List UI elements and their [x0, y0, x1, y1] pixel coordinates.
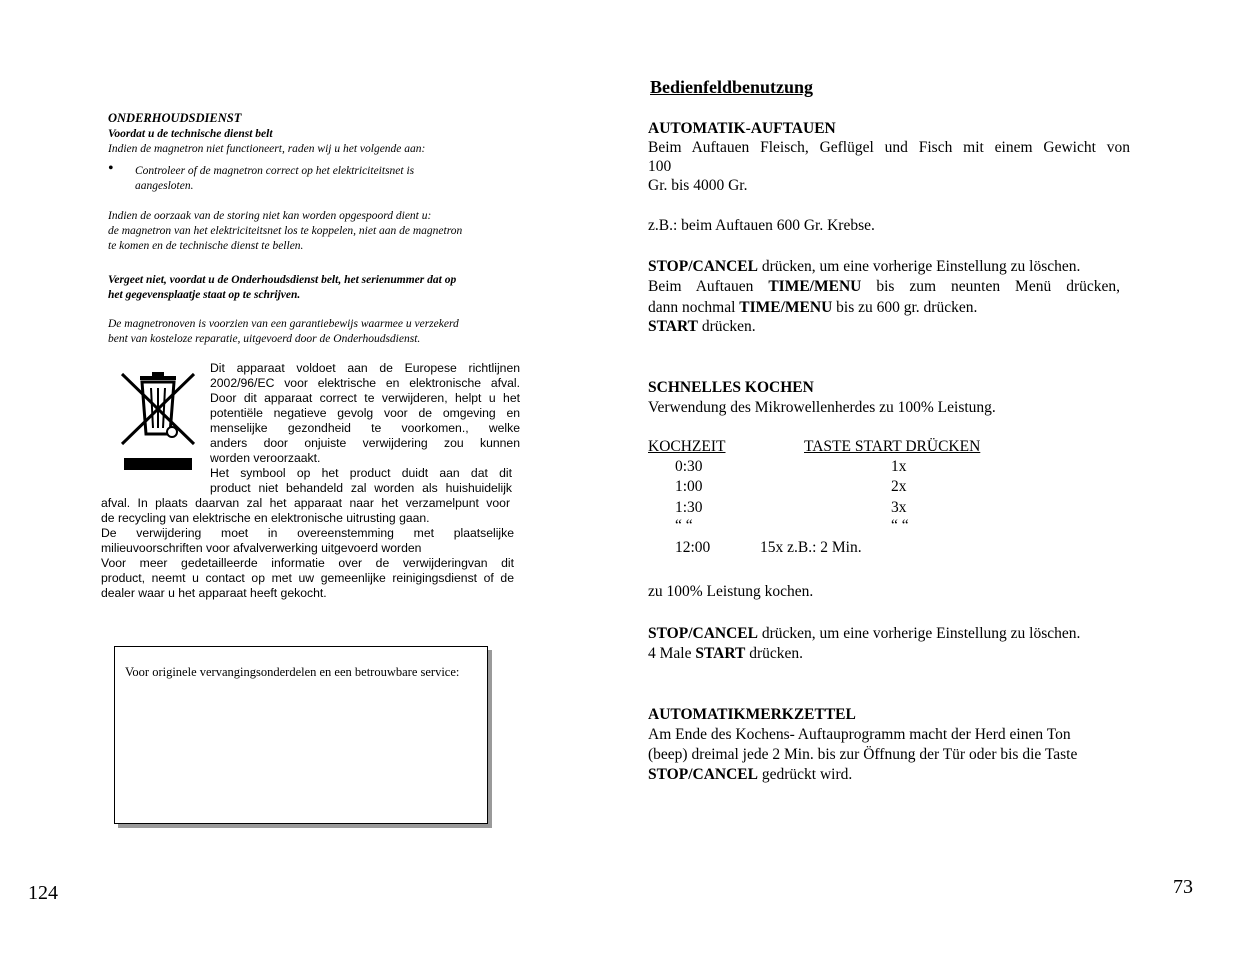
fault-paragraph: Indien de oorzaak van de storing niet kan worden opgespoord dient u: de magnetron van het elektriciteitsnet los te koppelen, niet aan de magnetron te komen en de technische dienst te bellen. [108, 210, 463, 252]
service-intro: Indien de magnetron niet functioneert, raden wij u het volgende aan: [108, 143, 426, 155]
cook-time-header: KOCHZEIT [648, 438, 726, 455]
service-subheading: Voordat u de technische dienst belt [108, 128, 273, 140]
table-row-time: 1:00 [675, 478, 703, 495]
weee-text-full: afval. In plaats daarvan zal het apparaat naar het verzamelpunt voor de recycling van elektrische en elektronische uitrusting gaan. De verwijdering moet in overeenstemming met plaatselijke milieuvoorschriften voor afvalverwerking uitgevoerd worden Voor meer gedetailleerde informatie over de verwijderingvan dit product, neemt u contact op met uw gemeenlijke reinigingsdienst of de dealer waar u het apparaat heeft gekocht. [101, 496, 514, 600]
table-row-time: “ “ [675, 517, 693, 534]
defrost-step-1: STOP/CANCEL drücken, um eine vorherige Einstellung zu löschen. [648, 258, 1081, 275]
service-contact-text: Voor originele vervangingsonderdelen en een betrouwbare service: [125, 665, 460, 679]
page-number-right: 73 [1173, 876, 1193, 898]
quick-cook-after: zu 100% Leistung kochen. [648, 583, 814, 600]
page-number-left: 124 [28, 882, 58, 904]
serial-number-paragraph: Vergeet niet, voordat u de Onderhoudsdienst belt, het serienummer dat op het gegevensplaatje staat op te schrijven. [108, 274, 457, 301]
service-contact-box [114, 646, 488, 824]
section-heading-auto-reminder: AUTOMATIKMERKZETTEL [648, 706, 856, 723]
defrost-line-1: Beim Auftauen Fleisch, Geflügel und Fisch mit einem Gewicht von [648, 139, 1130, 156]
defrost-step-4: START drücken. [648, 318, 756, 335]
quick-cook-text: Verwendung des Mikrowellenherdes zu 100% Leistung. [648, 399, 996, 416]
defrost-line-2: 100 [648, 158, 672, 175]
bullet-icon: • [108, 160, 114, 177]
reminder-line-1: Am Ende des Kochens- Auftauprogramm macht der Herd einen Ton [648, 726, 1071, 743]
table-row-time: 12:00 [675, 539, 711, 556]
reminder-line-2: (beep) dreimal jede 2 Min. bis zur Öffnung der Tür oder bis die Taste [648, 746, 1078, 763]
page-title: Bedienfeldbenutzung [650, 77, 814, 97]
section-heading-auto-defrost: AUTOMATIK-AUFTAUEN [648, 120, 836, 137]
defrost-example: z.B.: beim Auftauen 600 Gr. Krebse. [648, 217, 875, 234]
table-row-press: 1x [891, 458, 907, 475]
table-row-time: 0:30 [675, 458, 703, 475]
warranty-paragraph: De magnetronoven is voorzien van een garantiebewijs waarmee u verzekerd bent van kosteloze reparatie, uitgevoerd door de Onderhoudsdienst. [108, 318, 459, 345]
table-row-time: 1:30 [675, 499, 703, 516]
reminder-line-3: STOP/CANCEL gedrückt wird. [648, 766, 853, 783]
table-row-press: 15x z.B.: 2 Min. [760, 539, 862, 556]
defrost-step-3: dann nochmal TIME/MENU bis zu 600 gr. drücken. [648, 299, 978, 316]
press-start-header: TASTE START DRÜCKEN [804, 438, 981, 455]
defrost-step-2: Beim Auftauen TIME/MENU bis zum neunten Menü drücken, [648, 278, 1120, 295]
crossed-out-wheelie-bin-icon [118, 370, 198, 474]
bullet-text: Controleer of de magnetron correct op het elektriciteitsnet is aangesloten. [135, 165, 415, 192]
table-row-press: 3x [891, 499, 907, 516]
table-row-press: “ “ [891, 517, 909, 534]
section-heading-quick-cook: SCHNELLES KOCHEN [648, 379, 814, 396]
weee-text-right: Dit apparaat voldoet aan de Europese richtlijnen 2002/96/EC voor elektrische en elektronische afval. Door dit apparaat correct te verwijderen, helpt u het potentiële negatieve gevolg voor de omgeving en menselijke gezondheid te voorkomen., welke anders door onjuiste verwijdering zou kunnen worden veroorzaakt. Het symbool op het product duidt aan dat dit product niet behandeld zal worden als huishuidelijk [210, 361, 520, 495]
quick-cook-step-2: 4 Male START drücken. [648, 645, 804, 662]
defrost-line-3: Gr. bis 4000 Gr. [648, 177, 748, 194]
quick-cook-step-1: STOP/CANCEL drücken, um eine vorherige Einstellung zu löschen. [648, 625, 1081, 642]
table-row-press: 2x [891, 478, 907, 495]
service-heading: ONDERHOUDSDIENST [108, 111, 242, 125]
